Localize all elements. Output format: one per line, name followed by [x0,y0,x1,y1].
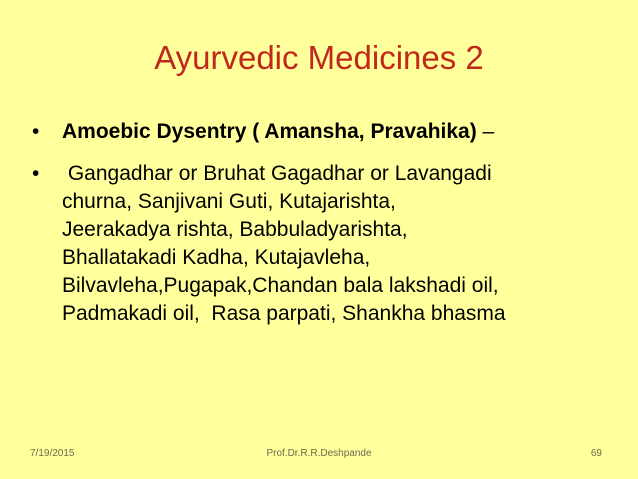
medicine-line: Jeerakadya rishta, Babbuladyarishta, [62,218,408,241]
bullet-heading: Amoebic Dysentry ( Amansha, Pravahika) [62,120,477,143]
medicine-line: Padmakadi oil, Rasa parpati, Shankha bhasma [62,302,506,325]
medicine-line: Bhallatakadi Kadha, Kutajavleha, [62,246,371,269]
footer-author: Prof.Dr.R.R.Deshpande [266,448,372,459]
footer-page-number: 69 [590,448,602,459]
medicine-line: Gangadhar or Bruhat Gagadhar or Lavangadi [62,162,492,185]
medicine-line: Bilvavleha,Pugapak,Chandan bala lakshadi oil, [62,274,499,297]
footer-date: 7/19/2015 [30,448,75,459]
medicine-line: churna, Sanjivani Guti, Kutajarishta, [62,190,396,213]
bullet-list [30,118,630,328]
bullet-dot: • [32,162,40,185]
slide-title: Ayurvedic Medicines 2 [154,39,484,76]
bullet-item-2 [30,160,630,328]
bullet-heading-dash: – [476,120,495,143]
bullet-dot: • [32,120,40,143]
bullet-item-1 [30,118,630,146]
